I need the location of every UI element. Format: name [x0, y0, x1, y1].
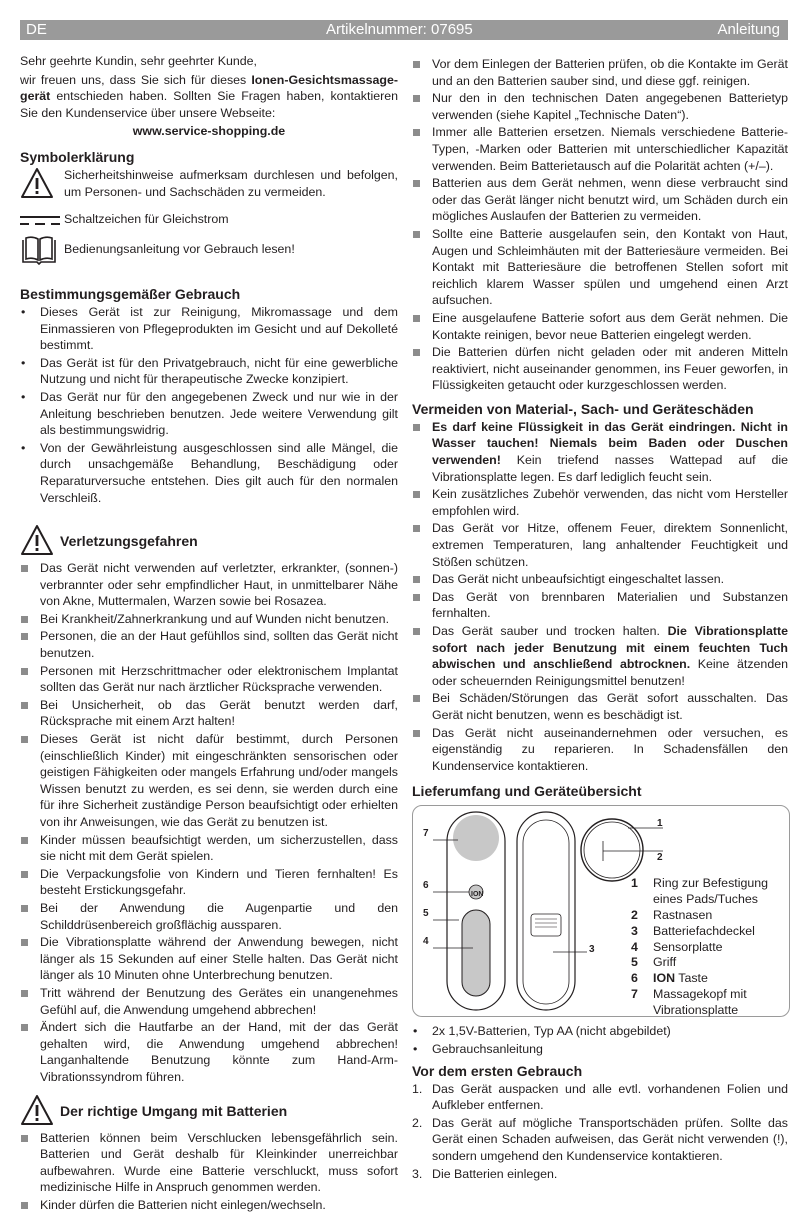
damage-first-bold: Es darf keine Flüssigkeit in das Gerät eindringen. Nicht in Wasser tauchen! Niemals beim Baden oder Duschen verwenden! — [432, 419, 788, 468]
device-diagram — [412, 805, 790, 1017]
list-item: Das Gerät von brennbaren Materialien und Substanzen fernhalten. — [412, 589, 788, 622]
list-item: Immer alle Batterien ersetzen. Niemals verschiedene Batterie-Typen, -Marken oder Batterien mit unterschiedlicher Kapazität verwenden. Beim Batterietausch auf die Polarität achten (+/–). — [412, 124, 788, 174]
list-item: Bei Unsicherheit, ob das Gerät benutzt werden darf, Rücksprache mit einem Arzt halten! — [20, 697, 398, 730]
list-item: Kinder dürfen die Batterien nicht einlegen/wechseln. — [20, 1197, 398, 1214]
first-use-heading: Vor dem ersten Gebrauch — [412, 1062, 583, 1079]
list-item: Eine ausgelaufene Batterie sofort aus dem Gerät nehmen. Die Kontakte reinigen, bevor neue Batterien eingelegt werden. — [412, 310, 788, 343]
clean-bold: Die Vibrationsplatte sofort nach jeder Benutzung mit einem feuchten Tuch abwischen und anschließend abtrocknen. — [432, 624, 788, 672]
list-item: • Das Gerät ist für den Privatgebrauch, nicht für eine gewerbliche Nutzung und nicht für therapeutische Zwecke konzipiert. — [20, 355, 398, 388]
list-item: • Von der Gewährleistung ausgeschlossen sind alle Mängel, die durch unsachgemäße Behandlung, Beschädigung oder Reparaturversuche entstehen. Dies gilt auch für den normalen Verschleiß. — [20, 440, 398, 506]
battery-list-right — [412, 56, 788, 394]
callout-5: 5 — [423, 908, 429, 920]
list-item: • Gebrauchsanleitung — [412, 1041, 788, 1058]
list-item: Die Vibrationsplatte während der Anwendung bewegen, nicht länger als 15 Sekunden auf einer Stelle halten. Das Gerät nicht länger als 10 Minuten ohne Unterbrechung benutzen. — [20, 934, 398, 984]
list-item: Kein zusätzliches Zubehör verwenden, das nicht vom Hersteller empfohlen wird. — [412, 486, 788, 519]
damage-list — [412, 419, 788, 774]
symbol-manual — [20, 235, 398, 265]
legend-num: 6 — [631, 971, 638, 986]
legend-item — [631, 908, 789, 924]
list-item: Batterien aus dem Gerät nehmen, wenn diese verbraucht sind oder das Gerät länger nicht benutzt wird, um Schäden durch ein mögliches Auslaufen der Batterien zu vermeiden. — [412, 175, 788, 225]
list-item: • 2x 1,5V-Batterien, Typ AA (nicht abgebildet) — [412, 1023, 788, 1040]
clean-start: Das Gerät sauber und trocken halten. — [432, 624, 668, 638]
step-number: 1. — [412, 1081, 423, 1096]
callout-6: 6 — [423, 880, 429, 892]
list-item: Die Verpackungsfolie von Kindern und Tieren fernhalten! Es besteht Erstickungsgefahr. — [20, 866, 398, 899]
battery-heading: Der richtige Umgang mit Batterien — [60, 1102, 288, 1119]
direct-current-icon — [20, 214, 60, 228]
header-bar — [20, 20, 788, 40]
legend-item — [631, 940, 789, 956]
callout-3: 3 — [589, 944, 595, 956]
list-item: Das Gerät nicht verwenden auf verletzter, erkrankter, (sonnen-) verbrannter oder sehr empfindlicher Haut, in unmittelbarer Nähe von Akne, Muttermalen, Warzen sowie bei Rosazea. — [20, 560, 398, 610]
list-item: • Dieses Gerät ist zur Reinigung, Mikromassage und dem Einmassieren von Pflegeprodukten im Gesicht und auf Dekolleté bestimmt. — [20, 304, 398, 354]
step-number: 3. — [412, 1166, 423, 1181]
left-column — [20, 53, 398, 1214]
step-item — [412, 1081, 788, 1114]
list-item: Tritt während der Benutzung des Gerätes ein unangenehmes Gefühl auf, die Anwendung umgehend abbrechen! — [20, 985, 398, 1018]
battery-list-left — [20, 1130, 398, 1214]
intended-use-heading: Bestimmungsgemäßer Gebrauch — [20, 285, 241, 302]
list-item: Batterien können beim Verschlucken lebensgefährlich sein. Batterien und Gerät deshalb für Kleinkinder unerreichbar aufbewahren. Wurde eine Batterie verschluckt, muss sofort medizinische Hilfe in Anspruch genommen werden. — [20, 1130, 398, 1196]
list-item: Vor dem Einlegen der Batterien prüfen, ob die Kontakte im Gerät und an den Batterien sauber sind, und diese ggf. reinigen. — [412, 56, 788, 89]
list-item: Bei Schäden/Störungen das Gerät sofort ausschalten. Das Gerät nicht benutzen, wenn es beschädigt ist. — [412, 690, 788, 723]
intended-use-list — [20, 304, 398, 506]
legend-item — [631, 876, 789, 908]
right-column — [412, 56, 788, 1183]
injury-list — [20, 560, 398, 1085]
injury-heading-row — [20, 524, 398, 558]
symbol-dc-text: Schaltzeichen für Gleichstrom — [64, 211, 229, 226]
list-item: Sollte eine Batterie ausgelaufen sein, den Kontakt von Haut, Augen und Schleimhäuten mit der Batteriesäure vermeiden. Bei Kontakt mit Batteriesäure die betroffenen Stellen sofort mit reichlich klarem Wasser spülen und umgehend einen Arzt aufsuchen. — [412, 226, 788, 309]
legend-label: Ring zur Befestigung eines Pads/Tuches — [653, 876, 769, 907]
symbol-warning-text: Sicherheitshinweise aufmerksam durchlesen und befolgen, um Personen- und Sachschäden zu vermeiden. — [64, 167, 398, 199]
intro-paragraph — [20, 72, 398, 122]
legend-label: Rastnasen — [653, 907, 713, 922]
step-text: Das Gerät auf mögliche Transportschäden prüfen. Sollte das Gerät einen Schaden aufweisen, das Gerät nicht verwenden (!), sondern umgehend den Kundenservice kontaktieren. — [432, 1115, 788, 1163]
legend-num: 2 — [631, 907, 638, 922]
legend-label-bold: ION — [653, 971, 676, 986]
legend-num: 7 — [631, 986, 638, 1001]
list-item: Bei Krankheit/Zahnerkrankung und auf Wunden nicht benutzen. — [20, 611, 398, 628]
symbol-dc — [20, 211, 398, 233]
legend-label: Batteriefachdeckel — [653, 923, 755, 938]
list-item: • Das Gerät nur für den angegebenen Zweck und nur wie in der Anleitung beschrieben benutzen. Jede weitere Verwendung gilt als bestimmungswidrig. — [20, 389, 398, 439]
manual-book-icon — [20, 235, 58, 265]
legend-item — [631, 924, 789, 940]
callout-7: 7 — [423, 828, 429, 840]
warning-triangle-icon — [20, 1094, 54, 1126]
step-text: Die Batterien einlegen. — [432, 1166, 558, 1181]
product-name: Ionen-Gesichtsmassage-gerät — [20, 72, 398, 104]
list-item: Das Gerät vor Hitze, offenem Feuer, direktem Sonnenlicht, extremen Temperaturen, lang anhaltender Feuchtigkeit und Stößen schützen. — [412, 520, 788, 570]
clean-end: Keine ätzenden oder scheuernden Reinigungsmittel benutzen! — [432, 657, 788, 688]
list-item: Personen mit Herzschrittmacher oder elektronischem Implantat sollten das Gerät nur nach ärztlicher Rücksprache verwenden. — [20, 663, 398, 696]
legend-item — [631, 987, 789, 1019]
list-item: Kinder müssen beaufsichtigt werden, um sicherzustellen, dass sie nicht mit dem Gerät spielen. — [20, 832, 398, 865]
first-use-steps — [412, 1081, 788, 1183]
language-code: DE — [26, 21, 47, 38]
legend-num: 5 — [631, 955, 638, 970]
step-item — [412, 1166, 788, 1183]
article-number: Artikelnummer: 07695 — [326, 21, 473, 38]
list-item: Die Batterien dürfen nicht geladen oder mit anderen Mitteln reaktiviert, nicht auseinander genommen, ins Feuer geworfen, in Flüssigkeiten getaucht oder kurzgeschlossen werden. — [412, 344, 788, 394]
list-item: Das Gerät nicht unbeaufsichtigt eingeschaltet lassen. — [412, 571, 788, 588]
symbols-heading: Symbolerklärung — [20, 148, 135, 165]
list-item: Das Gerät nicht auseinandernehmen oder versuchen, es eigenständig zu reparieren. In Schadensfällen den Kundenservice kontaktieren. — [412, 725, 788, 775]
symbol-warning — [20, 167, 398, 205]
battery-heading-row — [20, 1094, 398, 1128]
step-text: Das Gerät auspacken und alle evtl. vorhandenen Folien und Aufkleber entfernen. — [432, 1081, 788, 1113]
list-item: Ändert sich die Hautfarbe an der Hand, mit der das Gerät gehalten wird, die Anwendung umgehend abbrechen! Langanhaltende Benutzung könnte zum Hand-Arm-Vibrationssyndrom führen. — [20, 1019, 398, 1085]
legend-num: 3 — [631, 923, 638, 938]
list-item — [412, 623, 788, 689]
step-number: 2. — [412, 1115, 423, 1130]
device-back-body — [517, 812, 575, 1010]
damage-first-rest: Kein triefend nasses Wattepad auf die Vibrationsplatte legen. Es darf lediglich feucht sein. — [432, 453, 788, 484]
injury-heading: Verletzungsgefahren — [60, 533, 198, 550]
list-item: Dieses Gerät ist nicht dafür bestimmt, durch Personen (einschließlich Kinder) mit eingeschränkten sensorischen oder geistigen Fähigkeiten oder mangels Erfahrung und/oder mangels Wissen benutzt zu werden, es sei denn, sie werden durch eine für ihre Sicherheit zuständige Person beaufsichtigt oder erhielten von ihr Anweisungen, wie das Gerät zu benutzen ist. — [20, 731, 398, 831]
contents-list — [412, 1023, 788, 1057]
callout-4: 4 — [423, 936, 429, 948]
list-item: Personen, die an der Haut gefühllos sind, sollten das Gerät nicht benutzen. — [20, 628, 398, 661]
list-item: Nur den in den technischen Daten angegebenen Batterietyp verwenden (siehe Kapitel „Technische Daten“). — [412, 90, 788, 123]
intro-text-before: wir freuen uns, dass Sie sich für dieses — [20, 72, 252, 87]
sensor-plate — [462, 910, 490, 996]
greeting: Sehr geehrte Kundin, sehr geehrter Kunde, — [20, 54, 257, 68]
symbol-manual-text: Bedienungsanleitung vor Gebrauch lesen! — [64, 241, 295, 256]
intro-text-after: entschieden haben. Sollten Sie Fragen haben, kontaktieren Sie den Kundenservice über unsere Webseite: — [20, 89, 398, 120]
callout-2: 2 — [657, 852, 663, 864]
legend-item — [631, 971, 789, 987]
legend-num: 4 — [631, 939, 638, 954]
list-item — [412, 419, 788, 485]
list-item: Bei der Anwendung die Augenpartie und den Schilddrüsenbereich großflächig aussparen. — [20, 900, 398, 933]
legend-label: Sensorplatte — [653, 939, 723, 954]
ion-button-label: ION — [471, 891, 484, 899]
legend-label: Taste — [675, 971, 708, 986]
legend-label: Massagekopf mit Vibrationsplatte — [653, 986, 747, 1017]
callout-1: 1 — [657, 818, 663, 830]
legend-item — [631, 955, 789, 971]
overview-heading: Lieferumfang und Geräteübersicht — [412, 783, 642, 800]
damage-heading: Vermeiden von Material-, Sach- und Geräteschäden — [412, 400, 754, 417]
warning-triangle-icon — [20, 524, 54, 556]
step-item — [412, 1115, 788, 1165]
legend-label: Griff — [653, 955, 677, 970]
document-type: Anleitung — [717, 21, 780, 38]
website-link[interactable]: www.service-shopping.de — [132, 124, 286, 139]
legend-num: 1 — [631, 876, 638, 891]
massage-head — [453, 815, 499, 861]
warning-triangle-icon — [20, 167, 54, 199]
parts-legend — [631, 876, 789, 1018]
